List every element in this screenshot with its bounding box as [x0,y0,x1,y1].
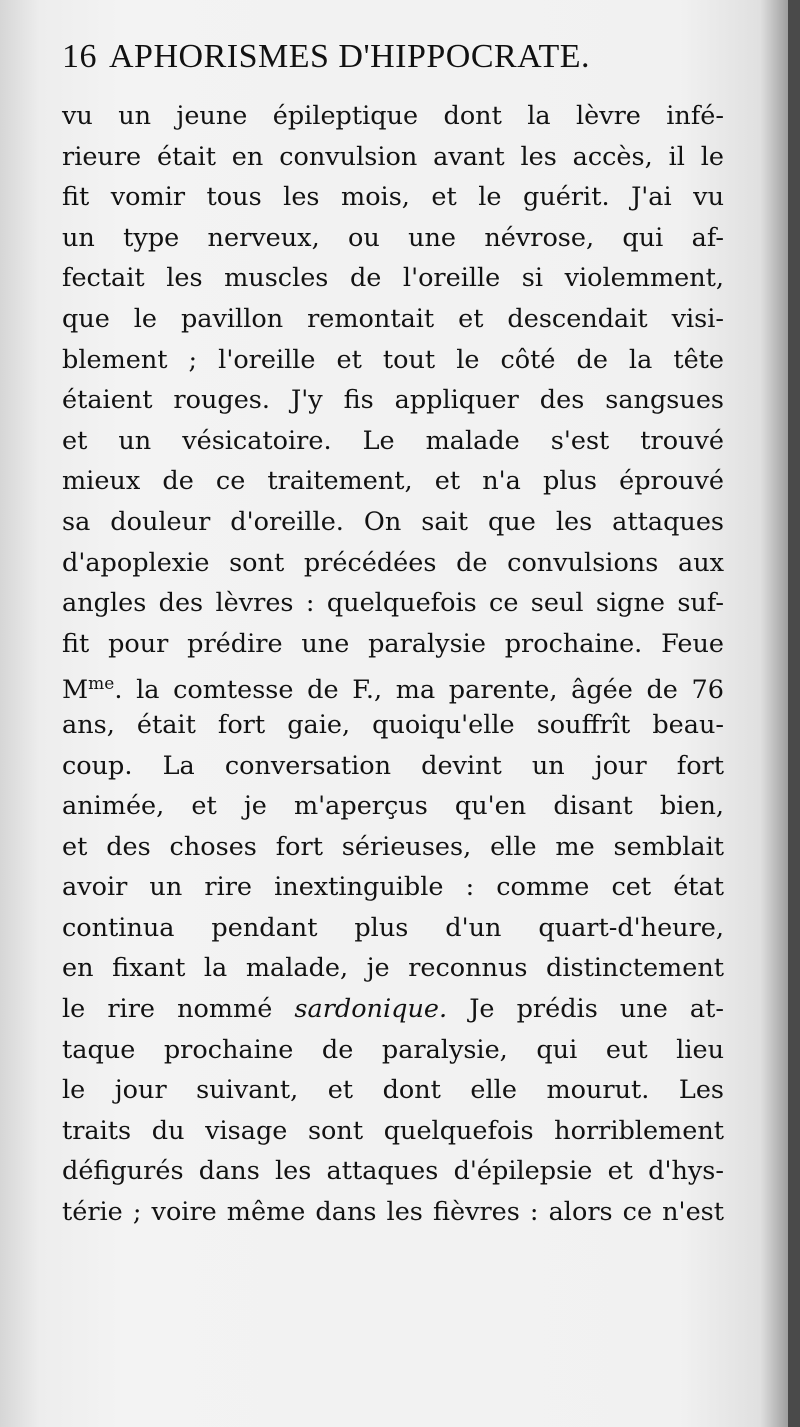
text-line-24: taque prochaine de paralysie, qui eut lieu [62,1034,724,1065]
text-line-20: avoir un rire inextinguible : comme cet état [62,872,724,903]
running-title: APHORISMES D'HIPPOCRATE. [109,38,590,75]
line23-rest: Je prédis une at- [447,994,724,1025]
italic-term: sardonique. [294,994,448,1025]
line15-rest: . la comtesse de F., ma parente, âgée de 76 [114,675,724,706]
text-line-3: fit vomir tous les mois, et le guérit. J'ai vu [62,182,724,213]
text-line-21: continua pendant plus d'un quart-d'heure, [62,912,724,943]
body-text [62,96,724,1233]
text-line-28: térie ; voire même dans les fièvres : alors ce n'est [62,1197,724,1228]
text-line-19: et des choses fort sérieuses, elle me semblait [62,831,724,862]
text-line-27: défigurés dans les attaques d'épilepsie et d'hys- [62,1156,724,1187]
text-line-7: blement ; l'oreille et tout le côté de la tête [62,344,724,375]
text-line-4: un type nerveux, ou une névrose, qui af- [62,222,724,253]
superscript-me: me [88,674,115,695]
text-line-5: fectait les muscles de l'oreille si violemment, [62,263,724,294]
text-line-6: que le pavillon remontait et descendait visi- [62,303,724,334]
text-line-23 [62,989,724,1030]
text-line-18: animée, et je m'aperçus qu'en disant bien, [62,791,724,822]
text-line-12: d'apoplexie sont précédées de convulsions aux [62,547,724,578]
text-line-17: coup. La conversation devint un jour fort [62,750,724,781]
text-line-10: mieux de ce traitement, et n'a plus éprouvé [62,466,724,497]
running-head [62,38,752,76]
text-line-1: vu un jeune épileptique dont la lèvre infé- [62,101,724,131]
text-line-14: fit pour prédire une paralysie prochaine. Feue [62,628,724,659]
text-line-13: angles des lèvres : quelquefois ce seul signe suf- [62,588,724,619]
page-number: 16 [62,38,97,75]
text-line-25: le jour suivant, et dont elle mourut. Les [62,1075,724,1106]
text-line-16: ans, était fort gaie, quoiqu'elle souffrît beau- [62,709,724,740]
text-line-11: sa douleur d'oreille. On sait que les attaques [62,506,724,537]
line23-lead: le rire nommé [62,994,295,1025]
text-line-2: rieure était en convulsion avant les accès, il le [62,141,724,172]
page-edge-shadow [788,0,800,1427]
text-line-26: traits du visage sont quelquefois horriblement [62,1115,724,1146]
text-line-9: et un vésicatoire. Le malade s'est trouvé [62,425,724,456]
text-line-22: en fixant la malade, je reconnus distinctement [62,953,724,984]
line15-lead: M [62,675,89,706]
text-line-8: étaient rouges. J'y fis appliquer des sangsues [62,385,724,416]
text-line-15 [62,664,724,705]
